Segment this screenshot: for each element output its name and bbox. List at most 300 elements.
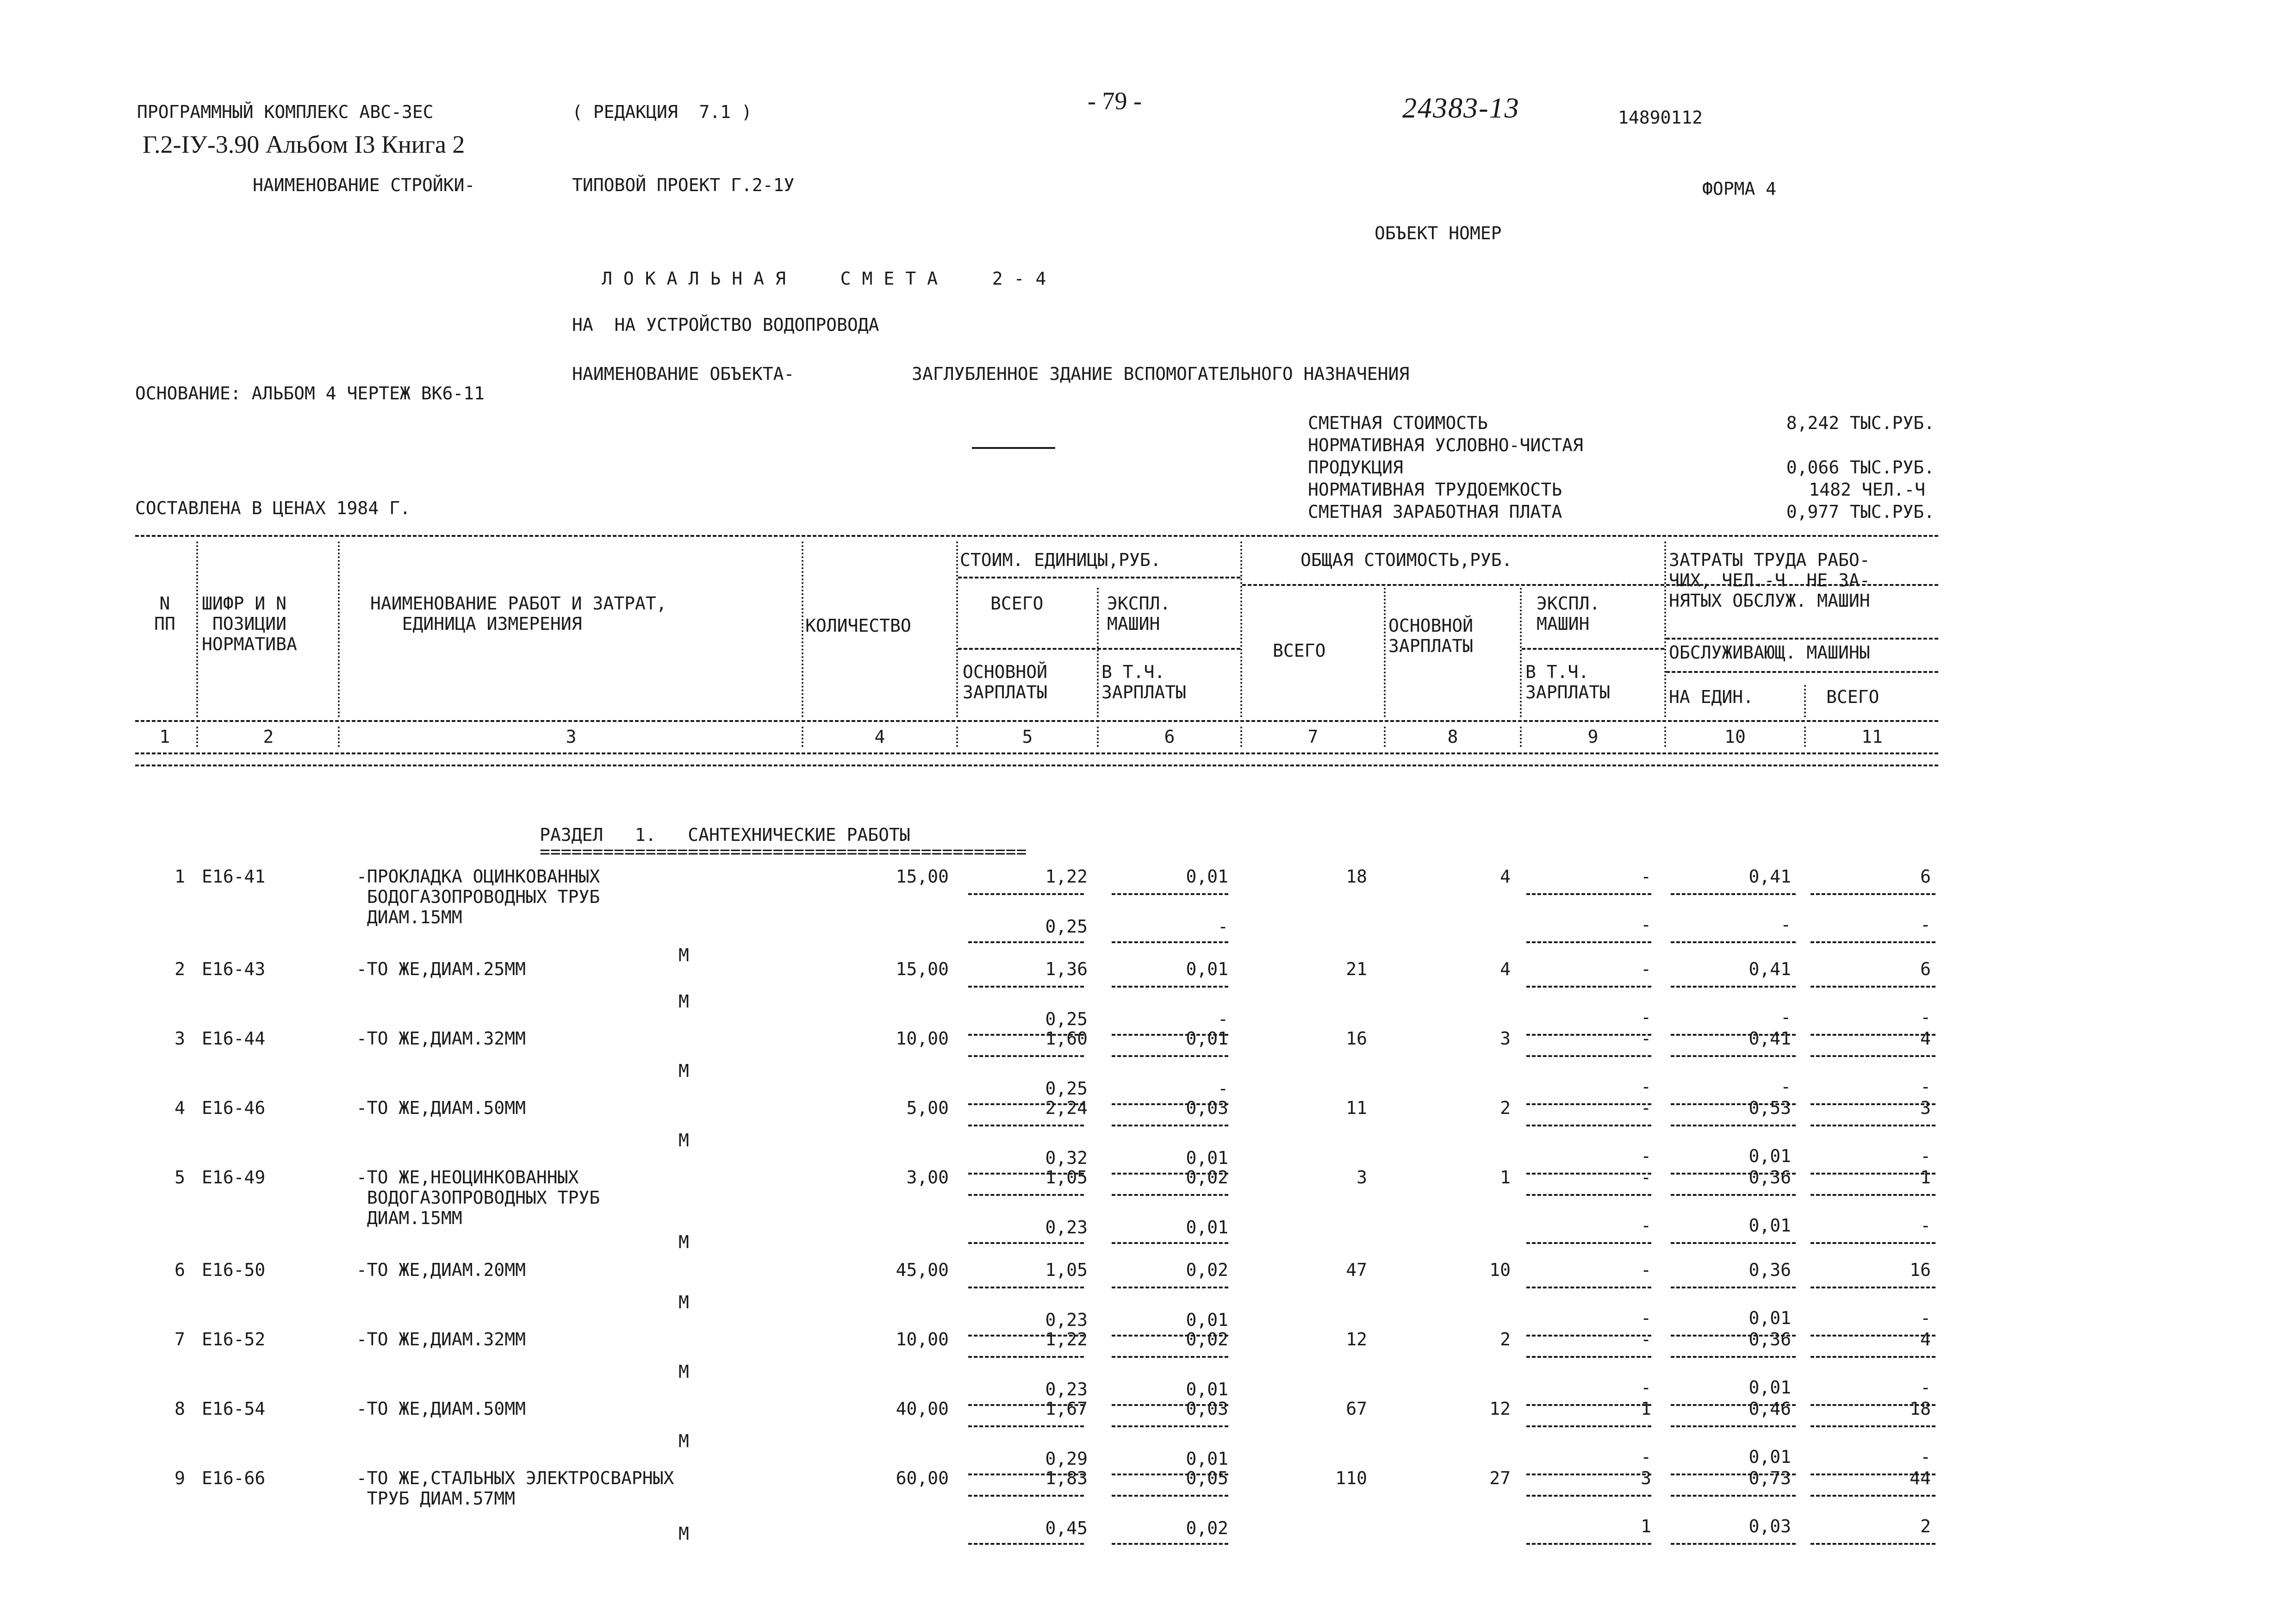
row-labor-unit: 0,36 — [1748, 1167, 1791, 1188]
row-quantity: 15,00 — [896, 866, 949, 887]
row-labor-service: - — [1641, 1447, 1651, 1467]
row-unit-total: 1,05 — [1045, 1260, 1088, 1280]
row-unit-total: 2,24 — [1045, 1098, 1088, 1118]
column-number: 5 — [1022, 727, 1033, 747]
row-divider — [1526, 1242, 1651, 1244]
row-description: -ТО ЖЕ,ДИАМ.32ММ — [356, 1329, 526, 1349]
row-code: Е16-49 — [202, 1167, 266, 1188]
row-divider — [1811, 986, 1935, 988]
col-header-unit-mach-wage: В Т.Ч. ЗАРПЛАТЫ — [1101, 662, 1187, 703]
row-divider — [1671, 1287, 1796, 1288]
column-divider — [1520, 588, 1522, 717]
row-labor-service: - — [1641, 1308, 1651, 1328]
row-total-wage: 2 — [1500, 1098, 1511, 1118]
row-code: Е16-66 — [202, 1468, 266, 1488]
row-divider — [968, 1356, 1084, 1358]
summary-label: СМЕТНАЯ ЗАРАБОТНАЯ ПЛАТА — [1308, 502, 1562, 522]
row-quantity: 5,00 — [906, 1098, 949, 1118]
row-divider — [1671, 1125, 1796, 1126]
row-base-wage: 0,25 — [1045, 916, 1088, 937]
row-divider — [1112, 1356, 1228, 1358]
row-service-total: - — [1920, 1007, 1931, 1027]
row-description: -ТО ЖЕ,НЕОЦИНКОВАННЫХ ВОДОГАЗОПРОВОДНЫХ ТРУБ ДИАМ.15ММ — [356, 1167, 600, 1228]
col-header-unit-wage: ОСНОВНОЙ ЗАРПЛАТЫ — [963, 662, 1048, 703]
col-header-labor-unit: НА ЕДИН. — [1669, 687, 1754, 707]
row-total: 12 — [1346, 1329, 1367, 1349]
row-labor-service: - — [1641, 1215, 1651, 1236]
row-divider — [968, 1425, 1084, 1427]
row-quantity: 60,00 — [896, 1468, 949, 1488]
row-divider — [1112, 1425, 1228, 1427]
row-number: 3 — [174, 1028, 185, 1049]
header-rule — [1666, 671, 1938, 673]
row-divider — [1112, 986, 1228, 988]
column-divider — [1804, 685, 1806, 717]
row-divider — [1526, 1125, 1651, 1126]
row-description: -ТО ЖЕ,СТАЛЬНЫХ ЭЛЕКТРОСВАРНЫХ ТРУБ ДИАМ.57ММ — [356, 1468, 674, 1509]
row-unit-total: 1,83 — [1045, 1468, 1088, 1488]
row-divider — [968, 1125, 1084, 1126]
row-total-wage: 4 — [1500, 959, 1511, 979]
row-service-total: - — [1920, 1146, 1931, 1166]
price-basis: СОСТАВЛЕНА В ЦЕНАХ 1984 Г. — [135, 498, 411, 518]
row-unit-total: 1,05 — [1045, 1167, 1088, 1188]
summary-value: 1482 ЧЕЛ.-Ч — [1809, 479, 1925, 500]
row-number: 9 — [174, 1468, 185, 1488]
row-machine-wage: 0,02 — [1186, 1518, 1228, 1538]
album-title: Г.2-IУ-3.90 Альбом I3 Книга 2 — [143, 131, 465, 158]
column-number: 6 — [1164, 727, 1175, 747]
row-code: Е16-41 — [202, 866, 266, 887]
row-service-unit: - — [1780, 1076, 1791, 1097]
row-divider — [968, 1055, 1084, 1057]
row-divider — [1811, 1055, 1935, 1057]
row-description: -ТО ЖЕ,ДИАМ.20ММ — [356, 1260, 526, 1280]
column-divider — [1240, 541, 1242, 717]
row-unit-total: 1,67 — [1045, 1399, 1088, 1419]
row-divider — [1526, 1356, 1651, 1358]
row-divider — [1811, 1356, 1935, 1358]
row-total: 67 — [1346, 1399, 1367, 1419]
row-unit-total: 1,36 — [1045, 959, 1088, 979]
row-divider — [1811, 893, 1935, 895]
construction-label: НАИМЕНОВАНИЕ СТРОЙКИ- — [253, 175, 475, 195]
row-service-unit: - — [1780, 914, 1791, 935]
row-divider — [1526, 1287, 1651, 1288]
document-title: ЛОКАЛЬНАЯ СМЕТА 2-4 — [602, 268, 1058, 289]
row-labor-total: 18 — [1910, 1399, 1931, 1419]
row-total-wage: 4 — [1500, 866, 1511, 887]
row-total: 110 — [1335, 1468, 1367, 1488]
row-service-total: - — [1920, 1377, 1931, 1398]
row-total-machines: 1 — [1641, 1399, 1651, 1419]
row-total-wage: 2 — [1500, 1329, 1511, 1349]
row-base-wage: 0,32 — [1045, 1148, 1088, 1168]
header-bottom-rule — [135, 752, 1938, 754]
column-divider — [802, 727, 803, 747]
row-labor-total: 4 — [1920, 1329, 1931, 1349]
col-header-name: НАИМЕНОВАНИЕ РАБОТ И ЗАТРАТ, ЕДИНИЦА ИЗМЕРЕНИЯ — [370, 593, 667, 634]
row-total-machines: - — [1641, 1260, 1651, 1280]
row-divider — [1811, 941, 1935, 943]
row-labor-unit: 0,41 — [1748, 866, 1791, 887]
row-service-total: - — [1920, 1215, 1931, 1236]
edition: ( РЕДАКЦИЯ 7.1 ) — [572, 102, 752, 122]
row-unit-machines: 0,02 — [1186, 1167, 1228, 1188]
col-header-total-mach-wage: В Т.Ч. ЗАРПЛАТЫ — [1525, 662, 1611, 703]
row-base-wage: 0,23 — [1045, 1217, 1088, 1237]
column-divider — [196, 727, 198, 747]
row-labor-total: 44 — [1910, 1468, 1931, 1488]
row-total-wage: 10 — [1489, 1260, 1511, 1280]
row-number: 7 — [174, 1329, 185, 1349]
row-service-unit: 0,01 — [1748, 1215, 1791, 1236]
row-machine-wage: 0,01 — [1186, 1310, 1228, 1330]
header-rule — [1666, 638, 1938, 640]
row-quantity: 45,00 — [896, 1260, 949, 1280]
row-total: 47 — [1346, 1260, 1367, 1280]
row-divider — [1526, 1543, 1651, 1545]
row-labor-total: 3 — [1920, 1098, 1931, 1118]
row-unit-machines: 0,01 — [1186, 959, 1228, 979]
row-total: 18 — [1346, 866, 1367, 887]
row-divider — [968, 1495, 1084, 1497]
row-service-total: - — [1920, 1447, 1931, 1467]
row-divider — [1671, 1194, 1796, 1196]
column-divider — [1097, 588, 1099, 717]
col-header-total-mach: ЭКСПЛ. МАШИН — [1537, 593, 1600, 634]
section-underline: ============================================== — [540, 841, 1027, 862]
row-divider — [968, 893, 1084, 895]
row-machine-wage: 0,01 — [1186, 1449, 1228, 1469]
column-number: 11 — [1861, 727, 1883, 747]
row-unit: М — [678, 1232, 689, 1252]
row-unit: М — [678, 1362, 689, 1382]
object-value: ЗАГЛУБЛЕННОЕ ЗДАНИЕ ВСПОМОГАТЕЛЬНОГО НАЗНАЧЕНИЯ — [912, 364, 1410, 384]
header-rule — [1242, 584, 1664, 586]
row-description: -ТО ЖЕ,ДИАМ.25ММ — [356, 959, 526, 979]
row-labor-service: - — [1641, 914, 1651, 935]
column-number: 8 — [1447, 727, 1458, 747]
row-labor-total: 6 — [1920, 959, 1931, 979]
row-total-machines: - — [1641, 959, 1651, 979]
handwritten-doc-number: 24383-13 — [1402, 93, 1520, 124]
row-code: Е16-44 — [202, 1028, 266, 1049]
column-divider — [1240, 727, 1242, 747]
column-divider — [956, 727, 958, 747]
row-unit-machines: 0,02 — [1186, 1329, 1228, 1349]
col-header-labor-all: ВСЕГО — [1826, 687, 1879, 707]
program-name: ПРОГРАММНЫЙ КОМПЛЕКС АВС-3ЕС — [137, 102, 434, 122]
column-number: 9 — [1587, 727, 1599, 747]
row-code: Е16-46 — [202, 1098, 266, 1118]
column-divider — [1664, 541, 1666, 717]
row-divider — [1112, 1287, 1228, 1288]
row-total-machines: - — [1641, 1329, 1651, 1349]
header-rule — [1522, 648, 1664, 650]
row-number: 5 — [174, 1167, 185, 1188]
column-divider — [1384, 727, 1386, 747]
row-divider — [1526, 1055, 1651, 1057]
row-unit: М — [678, 1524, 689, 1544]
row-labor-unit: 0,36 — [1748, 1329, 1791, 1349]
row-unit-total: 1,22 — [1045, 1329, 1088, 1349]
summary-value: 8,242 ТЫС.РУБ. — [1786, 413, 1935, 433]
row-base-wage: 0,25 — [1045, 1009, 1088, 1029]
header-bottom-rule — [135, 765, 1938, 766]
column-number: 7 — [1307, 727, 1319, 747]
row-divider — [1526, 1425, 1651, 1427]
row-divider — [968, 1242, 1084, 1244]
row-service-total: - — [1920, 1308, 1931, 1328]
row-divider — [1811, 1125, 1935, 1126]
col-header-labor: ЗАТРАТЫ ТРУДА РАБО- ЧИХ, ЧЕЛ.-Ч НЕ ЗА- НЯТЫХ ОБСЛУЖ. МАШИН — [1669, 550, 1870, 611]
column-number: 4 — [874, 727, 885, 747]
column-divider — [1664, 727, 1666, 747]
row-labor-service: 1 — [1641, 1516, 1651, 1536]
row-total-wage: 1 — [1500, 1167, 1511, 1188]
column-number: 10 — [1724, 727, 1746, 747]
col-header-number: N ПП — [154, 593, 175, 634]
column-divider — [1520, 727, 1522, 747]
row-divider — [1811, 1242, 1935, 1244]
summary-label: СМЕТНАЯ СТОИМОСТЬ — [1308, 413, 1488, 433]
row-total: 11 — [1346, 1098, 1367, 1118]
object-number: ОБЪЕКТ НОМЕР — [1375, 223, 1502, 243]
row-divider — [1811, 1543, 1935, 1545]
row-divider — [1811, 1194, 1935, 1196]
column-divider — [802, 541, 803, 717]
column-divider — [1804, 727, 1806, 747]
row-base-wage: 0,23 — [1045, 1379, 1088, 1399]
row-divider — [1671, 941, 1796, 943]
header-rule — [958, 577, 1240, 578]
row-unit-total: 1,22 — [1045, 866, 1088, 887]
row-divider — [1112, 893, 1228, 895]
col-header-quantity: КОЛИЧЕСТВО — [805, 616, 911, 636]
row-divider — [1526, 1194, 1651, 1196]
row-machine-wage: 0,01 — [1186, 1379, 1228, 1399]
row-machine-wage: 0,01 — [1186, 1217, 1228, 1237]
row-quantity: 15,00 — [896, 959, 949, 979]
row-labor-service: - — [1641, 1007, 1651, 1027]
column-divider — [1384, 588, 1386, 717]
row-total-wage: 27 — [1489, 1468, 1511, 1488]
row-unit-machines: 0,05 — [1186, 1468, 1228, 1488]
row-labor-unit: 0,36 — [1748, 1260, 1791, 1280]
col-header-unit-cost: СТОИМ. ЕДИНИЦЫ,РУБ. — [960, 550, 1161, 570]
row-labor-service: - — [1641, 1146, 1651, 1166]
row-labor-unit: 0,73 — [1748, 1468, 1791, 1488]
row-code: Е16-43 — [202, 959, 266, 979]
row-divider — [968, 1194, 1084, 1196]
column-divider — [1097, 727, 1099, 747]
row-service-total: 2 — [1920, 1516, 1931, 1536]
row-description: -ТО ЖЕ,ДИАМ.50ММ — [356, 1399, 526, 1419]
row-code: Е16-54 — [202, 1399, 266, 1419]
summary-label: ПРОДУКЦИЯ — [1308, 457, 1403, 478]
col-header-total-all: ВСЕГО — [1273, 640, 1326, 661]
row-labor-total: 4 — [1920, 1028, 1931, 1049]
row-labor-unit: 0,53 — [1748, 1098, 1791, 1118]
row-description: -ТО ЖЕ,ДИАМ.50ММ — [356, 1098, 526, 1118]
column-divider — [338, 541, 340, 717]
row-base-wage: 0,45 — [1045, 1518, 1088, 1538]
row-unit: М — [678, 991, 689, 1012]
row-divider — [968, 1543, 1084, 1545]
col-header-labor-service: ОБСЛУЖИВАЮЩ. МАШИНЫ — [1669, 642, 1870, 663]
row-labor-unit: 0,41 — [1748, 1028, 1791, 1049]
row-code: Е16-52 — [202, 1329, 266, 1349]
row-divider — [968, 986, 1084, 988]
row-base-wage: 0,29 — [1045, 1449, 1088, 1469]
row-number: 8 — [174, 1399, 185, 1419]
row-divider — [1671, 1242, 1796, 1244]
row-labor-total: 1 — [1920, 1167, 1931, 1188]
row-divider — [1811, 1495, 1935, 1497]
row-labor-total: 6 — [1920, 866, 1931, 887]
row-total: 21 — [1346, 959, 1367, 979]
row-divider — [1112, 1125, 1228, 1126]
row-machine-wage: - — [1218, 1078, 1228, 1099]
row-base-wage: 0,23 — [1045, 1310, 1088, 1330]
row-divider — [1112, 1543, 1228, 1545]
row-unit-machines: 0,02 — [1186, 1260, 1228, 1280]
row-unit-machines: 0,03 — [1186, 1098, 1228, 1118]
row-divider — [1112, 1495, 1228, 1497]
page-number: - 79 - — [1088, 87, 1142, 115]
column-number: 2 — [263, 727, 274, 747]
row-divider — [1671, 1425, 1796, 1427]
row-number: 2 — [174, 959, 185, 979]
row-divider — [1526, 893, 1651, 895]
row-total-machines: - — [1641, 1028, 1651, 1049]
object-label: НАИМЕНОВАНИЕ ОБЪЕКТА- — [572, 364, 795, 384]
summary-value: 0,977 ТЫС.РУБ. — [1786, 502, 1935, 522]
column-number: 3 — [566, 727, 577, 747]
row-divider — [1112, 941, 1228, 943]
row-description: -ТО ЖЕ,ДИАМ.32ММ — [356, 1028, 526, 1049]
row-divider — [1671, 1356, 1796, 1358]
header-rule — [135, 720, 1938, 722]
row-total-machines: - — [1641, 1167, 1651, 1188]
row-divider — [1811, 1287, 1935, 1288]
row-service-unit: 0,01 — [1748, 1447, 1791, 1467]
row-divider — [1526, 941, 1651, 943]
row-total-machines: - — [1641, 1098, 1651, 1118]
row-code: Е16-50 — [202, 1260, 266, 1280]
col-header-total-cost: ОБЩАЯ СТОИМОСТЬ,РУБ. — [1300, 550, 1512, 570]
row-unit-machines: 0,01 — [1186, 1028, 1228, 1049]
column-divider — [196, 541, 198, 717]
document-subtitle: НА НА УСТРОЙСТВО ВОДОПРОВОДА — [572, 315, 879, 335]
row-number: 4 — [174, 1098, 185, 1118]
row-unit-machines: 0,01 — [1186, 866, 1228, 887]
column-divider — [956, 541, 958, 717]
form-number: ФОРМА 4 — [1702, 179, 1777, 199]
row-quantity: 10,00 — [896, 1329, 949, 1349]
row-divider — [1671, 1543, 1796, 1545]
row-machine-wage: - — [1218, 916, 1228, 937]
row-service-unit: - — [1780, 1007, 1791, 1027]
row-labor-service: - — [1641, 1377, 1651, 1398]
row-divider — [1112, 1055, 1228, 1057]
row-divider — [1112, 1194, 1228, 1196]
summary-label: НОРМАТИВНАЯ УСЛОВНО-ЧИСТАЯ — [1308, 435, 1583, 455]
row-divider — [1671, 893, 1796, 895]
row-divider — [1526, 1495, 1651, 1497]
row-unit: М — [678, 1061, 689, 1081]
row-total: 3 — [1356, 1167, 1367, 1188]
row-unit-machines: 0,03 — [1186, 1399, 1228, 1419]
header-top-rule — [135, 535, 1938, 537]
doc-code: 14890112 — [1618, 107, 1703, 128]
row-quantity: 3,00 — [906, 1167, 949, 1188]
row-unit: М — [678, 1292, 689, 1312]
column-divider — [338, 727, 340, 747]
col-header-code: ШИФР И N ПОЗИЦИИ НОРМАТИВА — [202, 593, 297, 654]
column-number: 1 — [159, 727, 170, 747]
col-header-total-wage: ОСНОВНОЙ ЗАРПЛАТЫ — [1388, 616, 1474, 656]
row-unit-total: 1,60 — [1045, 1028, 1088, 1049]
row-quantity: 10,00 — [896, 1028, 949, 1049]
row-divider — [968, 941, 1084, 943]
row-divider — [1526, 986, 1651, 988]
row-number: 1 — [174, 866, 185, 887]
row-description: -ПРОКЛАДКА ОЦИНКОВАННЫХ БОДОГАЗОПРОВОДНЫХ ТРУБ ДИАМ.15ММ — [356, 866, 600, 927]
row-labor-total: 16 — [1910, 1260, 1931, 1280]
row-labor-unit: 0,41 — [1748, 959, 1791, 979]
row-divider — [1671, 1055, 1796, 1057]
row-total-machines: - — [1641, 866, 1651, 887]
row-machine-wage: - — [1218, 1009, 1228, 1029]
row-number: 6 — [174, 1260, 185, 1280]
summary-label: НОРМАТИВНАЯ ТРУДОЕМКОСТЬ — [1308, 479, 1562, 500]
row-total: 16 — [1346, 1028, 1367, 1049]
section-title: РАЗДЕЛ 1. САНТЕХНИЧЕСКИЕ РАБОТЫ — [540, 825, 910, 845]
row-divider — [1671, 986, 1796, 988]
row-unit: М — [678, 1130, 689, 1150]
row-total-wage: 12 — [1489, 1399, 1511, 1419]
row-divider — [1671, 1495, 1796, 1497]
row-service-unit: 0,01 — [1748, 1308, 1791, 1328]
row-machine-wage: 0,01 — [1186, 1148, 1228, 1168]
construction-value: ТИПОВОЙ ПРОЕКТ Г.2-1У — [572, 175, 795, 195]
row-labor-service: - — [1641, 1076, 1651, 1097]
col-header-unit-mach: ЭКСПЛ. МАШИН — [1107, 593, 1171, 634]
separator-line — [972, 447, 1055, 449]
row-service-unit: 0,01 — [1748, 1377, 1791, 1398]
row-base-wage: 0,25 — [1045, 1078, 1088, 1099]
row-total-wage: 3 — [1500, 1028, 1511, 1049]
summary-value: 0,066 ТЫС.РУБ. — [1786, 457, 1935, 478]
row-total-machines: 3 — [1641, 1468, 1651, 1488]
row-unit: М — [678, 1431, 689, 1451]
row-unit: М — [678, 945, 689, 965]
row-quantity: 40,00 — [896, 1399, 949, 1419]
row-service-unit: 0,03 — [1748, 1516, 1791, 1536]
header-rule — [958, 648, 1240, 650]
row-service-unit: 0,01 — [1748, 1146, 1791, 1166]
row-service-total: - — [1920, 1076, 1931, 1097]
row-labor-unit: 0,46 — [1748, 1399, 1791, 1419]
row-divider — [1811, 1425, 1935, 1427]
col-header-unit-total: ВСЕГО — [990, 593, 1044, 614]
row-divider — [1112, 1242, 1228, 1244]
row-divider — [968, 1287, 1084, 1288]
row-service-total: - — [1920, 914, 1931, 935]
basis: ОСНОВАНИЕ: АЛЬБОМ 4 ЧЕРТЕЖ ВК6-11 — [135, 383, 485, 404]
